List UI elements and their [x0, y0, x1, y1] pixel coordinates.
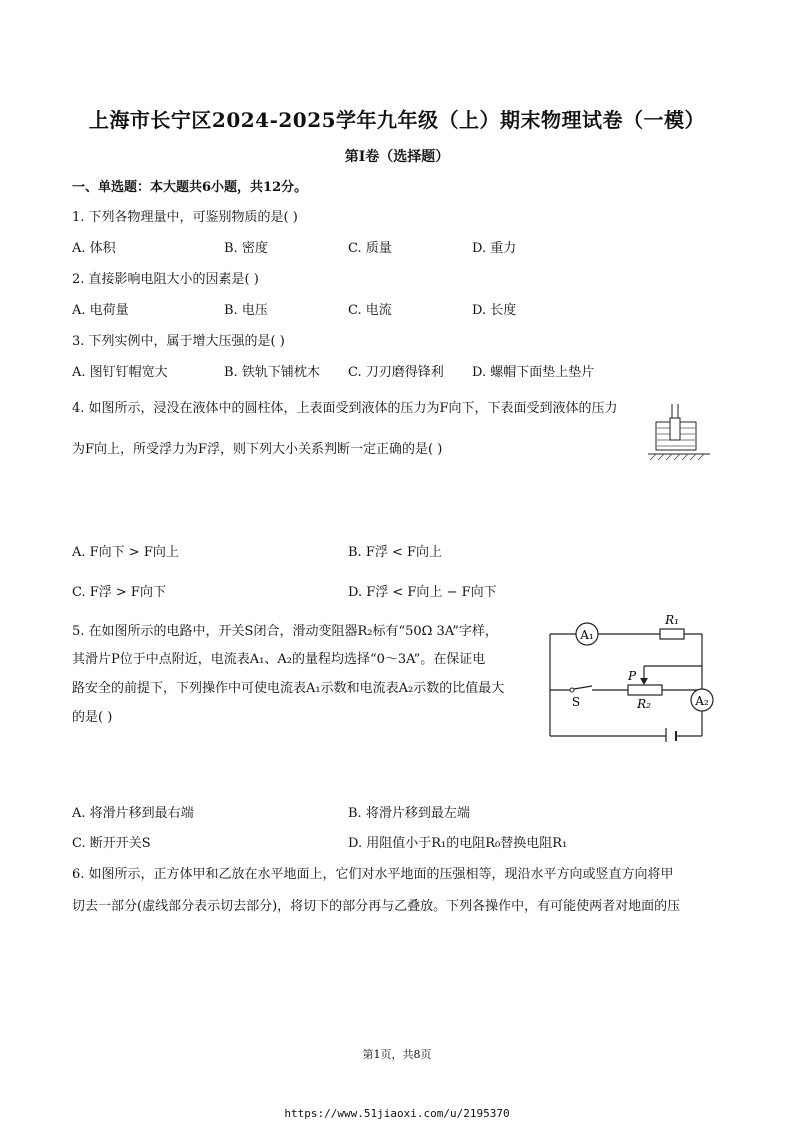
- section-heading: 一、单选题：本大题共6小题，共12分。: [72, 180, 308, 195]
- q3-option-d: D. 螺帽下面垫上垫片: [472, 365, 595, 380]
- question-5-stem-line3: 路安全的前提下，下列操作中可使电流表A₁示数和电流表A₂示数的比值最大: [72, 681, 505, 696]
- exam-title: 上海市长宁区2024-2025学年九年级（上）期末物理试卷（一模）: [88, 108, 706, 132]
- ammeter-a1-label: A₁: [580, 628, 594, 642]
- cylinder-in-liquid-figure: [648, 404, 710, 464]
- source-url[interactable]: https://www.51jiaoxi.com/u/2195370: [284, 1107, 510, 1120]
- q1-option-c: C. 质量: [348, 241, 392, 256]
- q2-option-b: B. 电压: [224, 303, 268, 318]
- question-4-stem-line1: 4. 如图所示，浸没在液体中的圆柱体，上表面受到液体的压力为F向下，下表面受到液体的压力: [72, 401, 618, 416]
- question-4-stem-line2: 为F向上，所受浮力为F浮，则下列大小关系判断一定正确的是( ): [72, 442, 443, 457]
- q2-option-c: C. 电流: [348, 303, 392, 318]
- q5-option-b: B. 将滑片移到最左端: [348, 806, 470, 821]
- question-3-stem: 3. 下列实例中，属于增大压强的是( ): [72, 334, 285, 349]
- question-5-stem-line4: 的是( ): [72, 710, 113, 725]
- q4-option-b: B. F浮 < F向上: [348, 545, 443, 560]
- q4-option-a: A. F向下 > F向上: [72, 545, 179, 560]
- q1-option-b: B. 密度: [224, 241, 268, 256]
- q3-option-a: A. 图钉钉帽宽大: [72, 365, 168, 380]
- resistor-r1-label: R₁: [665, 613, 679, 627]
- question-5-stem-line2: 其滑片P位于中点附近，电流表A₁、A₂的量程均选择“0～3A”。在保证电: [72, 652, 486, 667]
- question-6-stem-line1: 6. 如图所示，正方体甲和乙放在水平地面上，它们对水平地面的压强相等，现沿水平方向或竖直方向将甲: [72, 867, 674, 882]
- q3-option-b: B. 铁轨下铺枕木: [224, 365, 320, 380]
- ammeter-a2-label: A₂: [695, 694, 709, 708]
- slider-p-label: P: [627, 669, 637, 683]
- q5-option-c: C. 断开开关S: [72, 836, 151, 851]
- q4-option-d: D. F浮 < F向上 − F向下: [348, 585, 497, 600]
- q5-option-a: A. 将滑片移到最右端: [72, 806, 194, 821]
- question-6-stem-line2: 切去一部分(虚线部分表示切去部分)，将切下的部分再与乙叠放。下列各操作中，有可能使两者对地面的压: [72, 899, 681, 914]
- paper-subtitle: 第Ⅰ卷（选择题）: [344, 149, 450, 165]
- question-5-stem-line1: 5. 在如图所示的电路中，开关S闭合，滑动变阻器R₂标有“50Ω 3A”字样，: [72, 624, 498, 639]
- q3-option-c: C. 刀刃磨得锋利: [348, 365, 444, 380]
- resistor-r2-label: R₂: [637, 697, 651, 711]
- q2-option-a: A. 电荷量: [72, 303, 129, 318]
- question-2-stem: 2. 直接影响电阻大小的因素是( ): [72, 272, 259, 287]
- q1-option-d: D. 重力: [472, 241, 517, 256]
- q1-option-a: A. 体积: [72, 241, 116, 256]
- q2-option-d: D. 长度: [472, 303, 517, 318]
- q4-option-c: C. F浮 > F向下: [72, 585, 166, 600]
- page-footer: 第1页，共8页: [362, 1048, 432, 1061]
- circuit-diagram: [540, 612, 720, 742]
- q5-option-d: D. 用阻值小于R₁的电阻R₀替换电阻R₁: [348, 836, 568, 851]
- switch-s-label: S: [571, 695, 581, 709]
- question-1-stem: 1. 下列各物理量中，可鉴别物质的是( ): [72, 210, 298, 225]
